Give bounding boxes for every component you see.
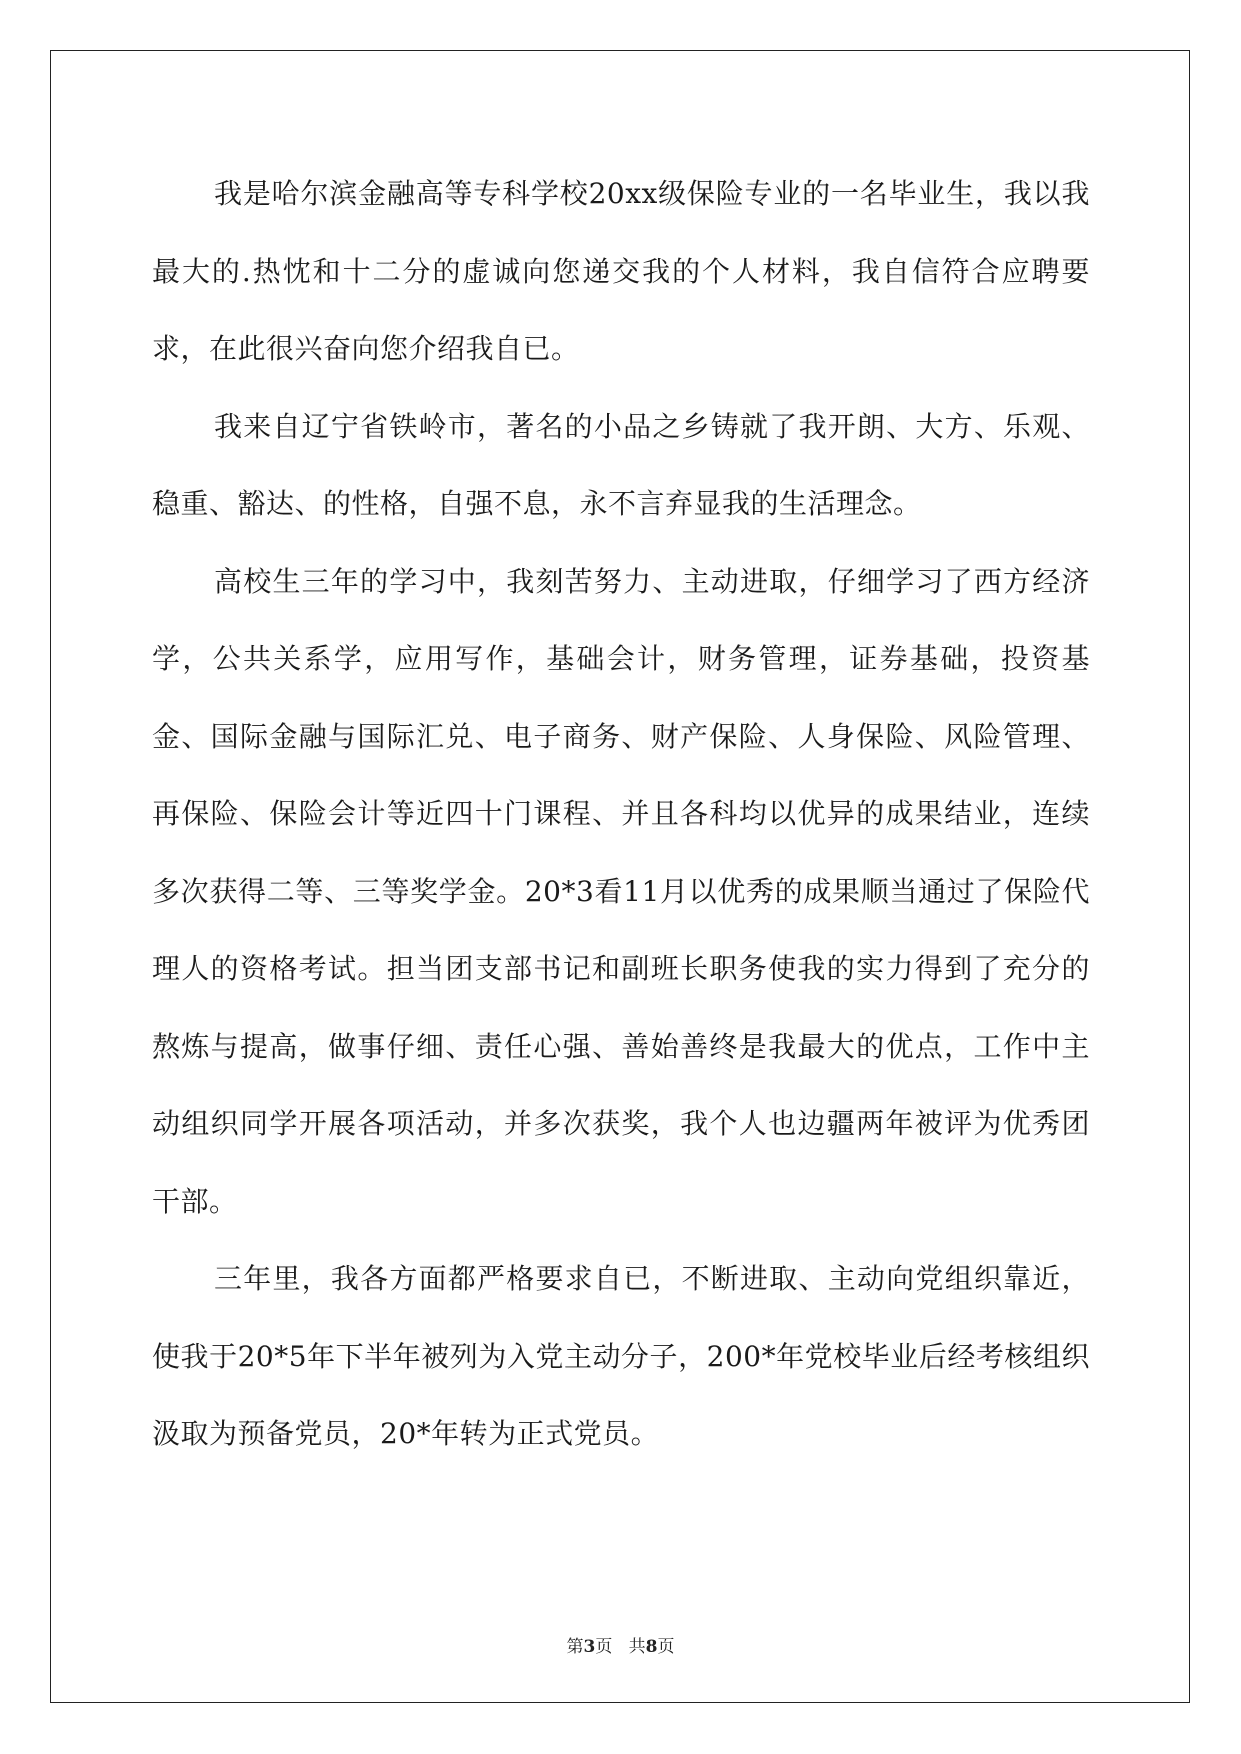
- total-pages: 8: [645, 1637, 658, 1657]
- paragraph-2: 我来自辽宁省铁岭市，著名的小品之乡铸就了我开朗、大方、乐观、稳重、豁达、的性格，自强不息，永不言弃显我的生活理念。: [152, 409, 1090, 520]
- total-unit: 页: [657, 1637, 675, 1657]
- page-number: 3: [583, 1637, 596, 1657]
- page-footer: [0, 1632, 1241, 1657]
- total-prefix: 共: [628, 1637, 646, 1657]
- document-body: [152, 155, 1090, 1473]
- page-prefix: 第: [566, 1637, 584, 1657]
- paragraph-3: 高校生三年的学习中，我刻苦努力、主动进取，仔细学习了西方经济学，公共关系学，应用写作，基础会计，财务管理，证券基础，投资基金、国际金融与国际汇兑、电子商务、财产保险、人身保险、风险管理、再保险、保险会计等近四十门课程、并且各科均以优异的成果结业，连续多次获得二等、三等奖学金。20*3看11月以优秀的成果顺当通过了保险代理人的资格考试。担当团支部书记和副班长职务使我的实力得到了充分的熬炼与提高，做事仔细、责任心强、善始善终是我最大的优点，工作中主动组织同学开展各项活动，并多次获奖，我个人也边疆两年被评为优秀团干部。: [152, 564, 1090, 1218]
- paragraph-4: 三年里，我各方面都严格要求自已，不断进取、主动向党组织靠近，使我于20*5年下半年被列为入党主动分子，200*年党校毕业后经考核组织汲取为预备党员，20*年转为正式党员。: [152, 1262, 1090, 1450]
- page-unit: 页: [595, 1637, 613, 1657]
- paragraph-1: 我是哈尔滨金融高等专科学校20xx级保险专业的一名毕业生，我以我最大的.热忱和十二分的虚诚向您递交我的个人材料，我自信符合应聘要求，在此很兴奋向您介绍我自已。: [152, 177, 1090, 365]
